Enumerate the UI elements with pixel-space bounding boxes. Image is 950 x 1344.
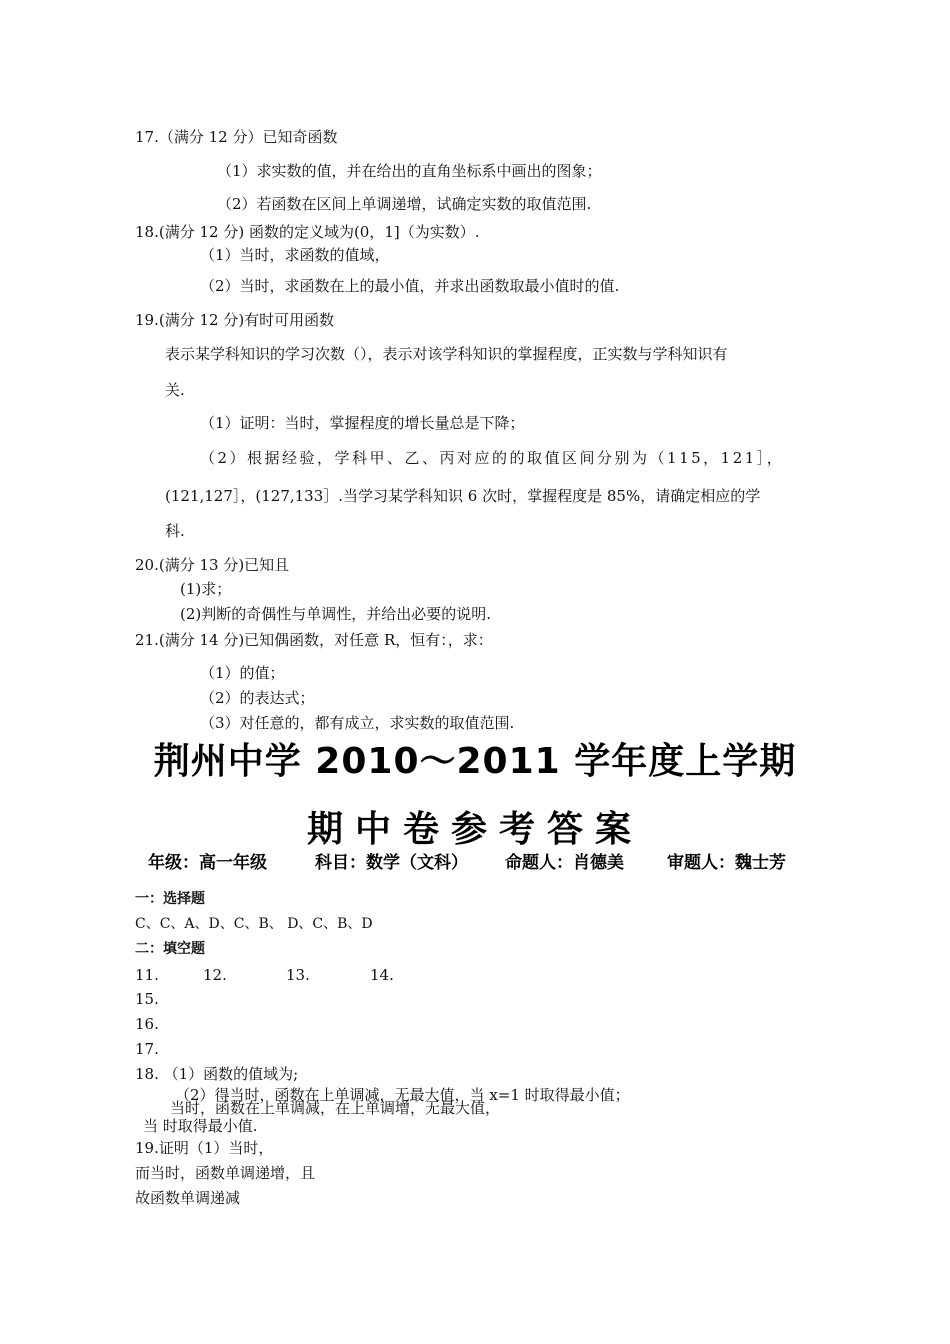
- q17-part-2: （2）若函数在区间上单调递增，试确定实数的取值范围.: [217, 195, 592, 213]
- q19-part-1: （1）证明：当时，掌握程度的增长量总是下降；: [200, 414, 525, 432]
- answer-18-line-3: 当时，函数在上单调减，在上单调增，无最大值，: [170, 1099, 501, 1117]
- choice-answers: C、C、A、D、C、B、 D、C、B、D: [135, 916, 373, 932]
- info-subject: 科目：数学（文科）: [315, 853, 468, 873]
- q19-heading: 19.(满分 12 分)有时可用函数: [135, 311, 335, 329]
- q19-part-2: （2）根据经验，学科甲、乙、丙对应的的取值区间分别为（115，121］，: [200, 449, 785, 467]
- answer-11: 11.: [135, 966, 159, 984]
- q21-part-2: （2）的表达式；: [200, 689, 315, 707]
- answer-14: 14.: [370, 966, 394, 984]
- answer-12: 12.: [203, 966, 227, 984]
- answer-19-line-1: 19.证明（1）当时，: [135, 1139, 274, 1157]
- section-choice-heading: 一：选择题: [135, 891, 205, 907]
- answer-16: 16.: [135, 1015, 159, 1033]
- q17-part-1: （1）求实数的值，并在给出的直角坐标系中画出的图象；: [217, 162, 602, 180]
- q20-part-1: (1)求；: [180, 580, 232, 598]
- q19-line-2: 关.: [165, 381, 185, 399]
- answer-13: 13.: [286, 966, 310, 984]
- q18-part-1: （1）当时，求函数的值域，: [200, 246, 390, 264]
- answer-15: 15.: [135, 990, 159, 1008]
- q20-heading: 20.(满分 13 分)已知且: [135, 556, 290, 574]
- info-grade: 年级：高一年级: [148, 853, 267, 873]
- answer-19-line-3: 故函数单调递减: [135, 1189, 241, 1207]
- answer-17: 17.: [135, 1040, 159, 1058]
- answer-subtitle: 期中卷参考答案: [306, 809, 643, 850]
- q19-part-2-end: 科.: [165, 522, 185, 540]
- q20-part-2: (2)判断的奇偶性与单调性，并给出必要的说明.: [180, 605, 492, 623]
- answer-18-line-2: （2）得当时，函数在上单调减，无最大值，当 x=1 时取得最小值；: [175, 1086, 630, 1104]
- q21-heading: 21.(满分 14 分)已知偶函数，对任意 R，恒有：，求：: [135, 631, 493, 649]
- answer-18-line-1: 18. （1）函数的值域为;: [135, 1065, 299, 1083]
- info-reviewer: 审题人：魏士芳: [667, 853, 786, 873]
- q17-heading: 17.（满分 12 分）已知奇函数: [135, 128, 338, 146]
- q18-heading: 18.(满分 12 分) 函数的定义域为(0，1]（为实数）.: [135, 223, 480, 241]
- q21-part-3: （3）对任意的，都有成立，求实数的取值范围.: [200, 714, 515, 732]
- answer-19-line-2: 而当时，函数单调递增，且: [135, 1164, 316, 1182]
- q18-part-2: （2）当时，求函数在上的最小值，并求出函数取最小值时的值.: [200, 277, 620, 295]
- answer-title: 荆州中学 2010～2011 学年度上学期: [153, 741, 797, 782]
- q19-part-2-cont: (121,127］，(127,133］.当学习某学科知识 6 次时，掌握程度是 85%，请确定相应的学: [165, 487, 761, 505]
- info-author: 命题人：肖德美: [505, 853, 624, 873]
- q21-part-1: （1）的值；: [200, 664, 285, 682]
- section-fill-heading: 二：填空题: [135, 941, 205, 957]
- answer-18-line-4: 当 时取得最小值.: [143, 1117, 258, 1135]
- q19-line-1: 表示某学科知识的学习次数（），表示对该学科知识的掌握程度，正实数与学科知识有: [165, 345, 728, 363]
